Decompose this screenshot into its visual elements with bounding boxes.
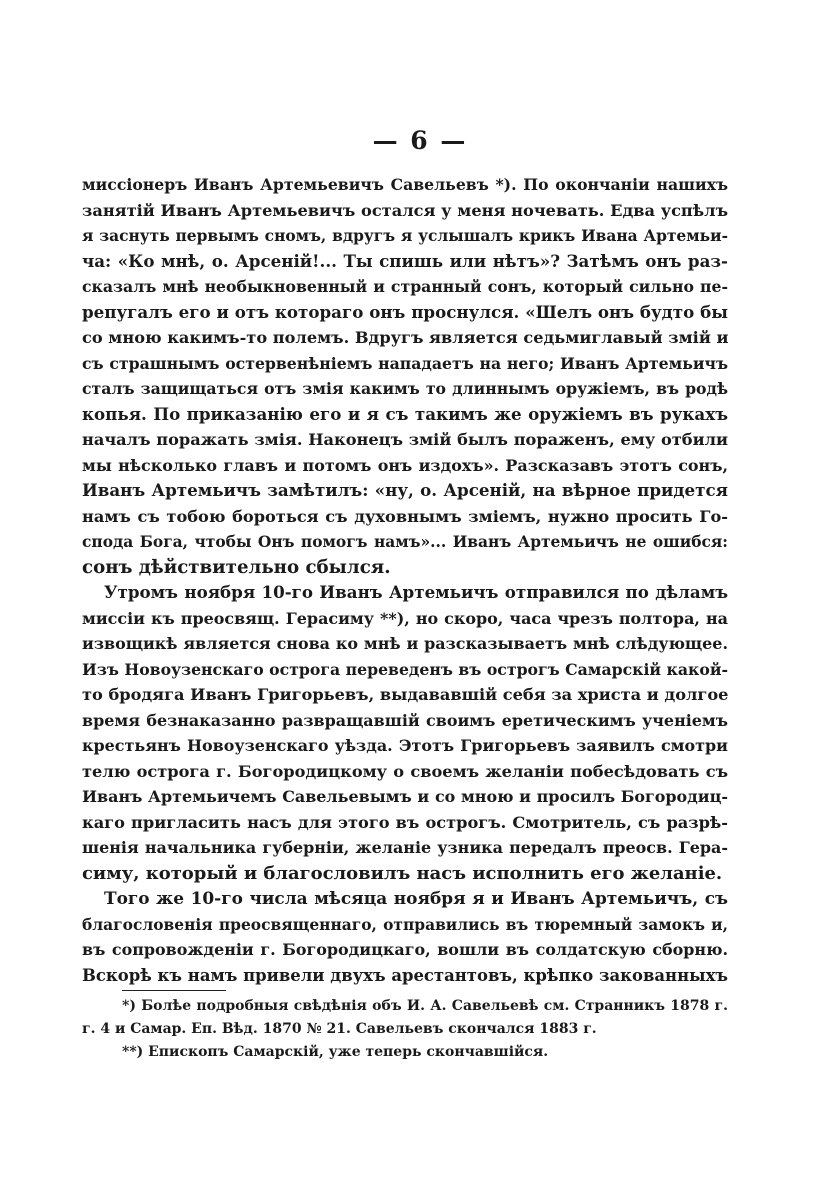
text-line: время безнаказанно развращавшiй своимъ еретическимъ ученiемъ [82,710,728,730]
footnote-1-continued: г. 4 и Самар. Еп. Вѣд. 1870 № 21. Савельевъ скончался 1883 г. [82,1021,597,1037]
paragraph-start-line: Того же 10-го числа мѣсяца ноября я и Иванъ Артемьичъ, съ [104,888,728,908]
footnote-2: **) Епископъ Самарскiй, уже теперь скончавшiйся. [122,1044,549,1060]
text-line: я заснуть первымъ сномъ, вдругъ я услышалъ крикъ Ивана Артемьи- [82,226,728,245]
text-line: со мною какимъ-то полемъ. Вдругъ является седьмиглавый змiй и [82,328,729,347]
page-number: — 6 — [372,126,468,155]
paragraph-start-line: Утромъ ноября 10-го Иванъ Артемьичъ отправился по дѣламъ [104,582,728,602]
text-line: Иванъ Артемьичъ замѣтилъ: «ну, о. Арсенiй, на вѣрное придется [82,480,728,500]
text-line: шенiя начальника губернiи, желанiе узника передалъ преосв. Гера- [82,838,728,857]
text-line: началъ поражать змiя. Наконецъ змiй былъ пораженъ, ему отбили [82,430,728,449]
text-line: сталъ защищаться отъ змiя какимъ то длиннымъ оружiемъ, въ родѣ [82,379,728,398]
text-line: репугалъ его и отъ котораго онъ проснулся. «Шелъ онъ будто бы [82,301,728,322]
text-line: ча: «Ко мнѣ, о. Арсенiй!... Ты спишь или нѣтъ»? Затѣмъ онъ раз- [82,250,728,271]
text-line: благословенiя преосвященнаго, отправились въ тюремный замокъ и, [82,914,728,934]
text-line: симу, который и благословилъ насъ исполнить его желанiе. [82,862,723,884]
text-line: каго пригласить насъ для этого въ острогъ. Смотритель, съ разрѣ- [82,812,728,832]
text-line: мы нѣсколько главъ и потомъ онъ издохъ». Разсказавъ этотъ сонъ, [82,455,728,475]
body-text [82,172,728,988]
text-line: Вскорѣ къ намъ привели двухъ арестантовъ, крѣпко закованныхъ [82,965,728,985]
text-line: миссiи къ преосвящ. Герасиму **), но скоро, часа чрезъ полтора, на [82,608,728,628]
text-line: то бродяга Иванъ Григорьевъ, выдававшiй себя за христа и долгое [82,685,729,704]
text-line: копья. По приказанiю его и я съ такимъ же оружiемъ въ рукахъ [82,403,728,424]
text-line: спода Бога, чтобы Онъ помогъ намъ»... Иванъ Артемьичъ не ошибся: [82,532,728,551]
text-line: въ сопровожденiи г. Богородицкаго, вошли въ солдатскую сборню. [82,940,728,959]
text-line: занятiй Иванъ Артемьевичъ остался у меня ночевать. Едва успѣлъ [82,200,728,220]
footnote-divider [122,990,226,991]
text-line: сказалъ мнѣ необыкновенный и странный сонъ, который сильно пе- [82,277,728,296]
text-line: сонъ дѣйствительно сбылся. [82,556,391,578]
text-line: съ страшнымъ остервенѣнiемъ нападаетъ на него; Иванъ Артемьичъ [82,353,728,373]
text-line: намъ съ тобою бороться съ духовнымъ змiемъ, нужно просить Го- [82,506,728,526]
footnotes [82,995,728,1064]
text-line: Иванъ Артемьичемъ Савельевымъ и со мною и просилъ Богородиц- [82,787,728,806]
text-line: извощикѣ является снова ко мнѣ и разсказываетъ мнѣ слѣдующее. [82,634,728,653]
text-line: миссiонеръ Иванъ Артемьевичъ Савельевъ *). По окончанiи нашихъ [82,175,728,194]
text-line: телю острога г. Богородицкому о своемъ желанiи побесѣдовать съ [82,761,728,781]
text-line: Изъ Новоузенскаго острога переведенъ въ острогъ Самарскiй какой- [82,659,728,679]
footnote-1: *) Болѣе подробныя свѣдѣнiя объ И. А. Савельевѣ см. Странникъ 1878 г. [122,998,728,1014]
text-line: крестьянъ Новоузенскаго уѣзда. Этотъ Григорьевъ заявилъ смотри [82,736,728,755]
